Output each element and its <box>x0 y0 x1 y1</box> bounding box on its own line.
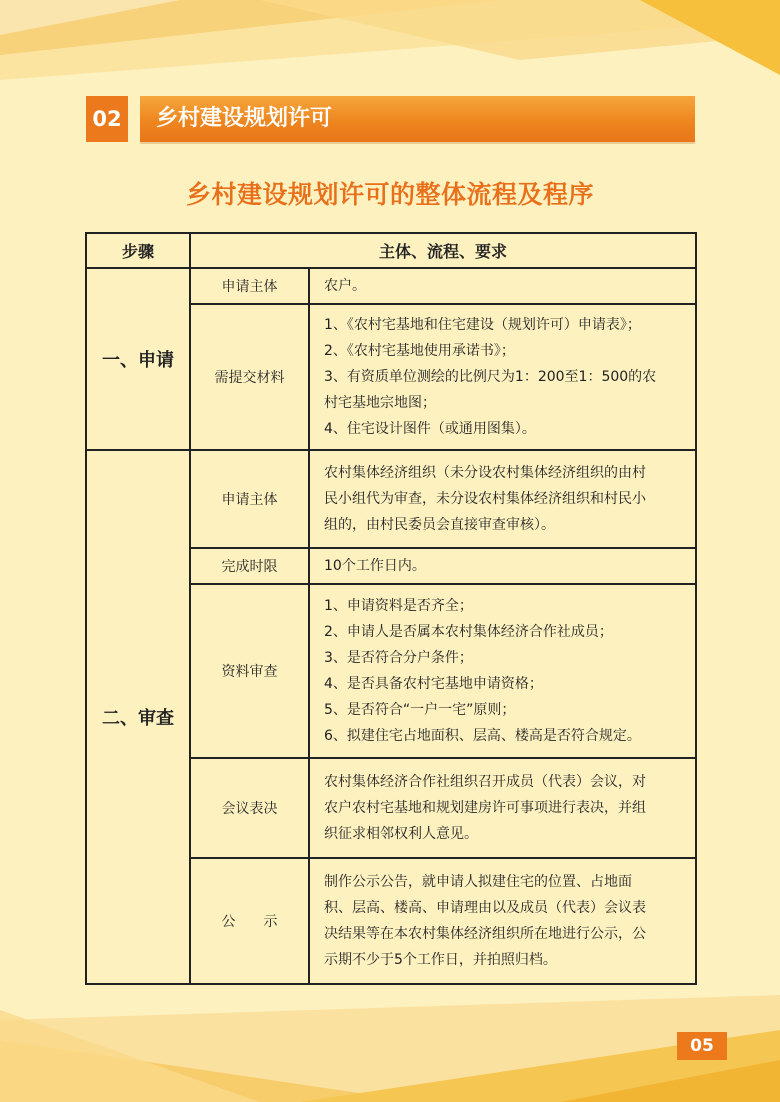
step-apply: 一、申请 <box>86 268 190 450</box>
page-number: 05 <box>677 1032 727 1060</box>
row-content: 1、《农村宅基地和住宅建设（规划许可）申请表》； 2、《农村宅基地使用承诺书》； 3、有资质单位测绘的比例尺为1：200至1：500的农 村宅基地宗地图； 4、住宅设计图件（或通用图集）。 <box>309 304 696 450</box>
table-header-row <box>86 233 696 268</box>
row-content: 10个工作日内。 <box>309 548 696 584</box>
row-label: 会议表决 <box>190 758 309 858</box>
row-content: 1、申请资料是否齐全； 2、申请人是否属本农村集体经济合作社成员； 3、是否符合分户条件； 4、是否具备农村宅基地申请资格； 5、是否符合“一户一宅”原则； 6、拟建住宅占地面积、层高、楼高是否符合规定。 <box>309 584 696 758</box>
header-step: 步骤 <box>86 233 190 268</box>
row-label: 申请主体 <box>190 268 309 304</box>
row-label: 申请主体 <box>190 450 309 548</box>
row-content: 农村集体经济组织（未分设农村集体经济组织的由村 民小组代为审查，未分设农村集体经济组织和村民小 组的，由村民委员会直接审查审核）。 <box>309 450 696 548</box>
section-number: 02 <box>86 96 128 142</box>
table-row <box>86 268 696 304</box>
page-title: 乡村建设规划许可的整体流程及程序 <box>185 180 594 209</box>
row-content: 农户。 <box>309 268 696 304</box>
table-row <box>86 450 696 548</box>
process-table <box>85 232 697 985</box>
row-label: 公 示 <box>190 858 309 984</box>
row-label: 需提交材料 <box>190 304 309 450</box>
step-review: 二、审查 <box>86 450 190 984</box>
row-label: 完成时限 <box>190 548 309 584</box>
header-content: 主体、流程、要求 <box>190 233 696 268</box>
row-label: 资料审查 <box>190 584 309 758</box>
row-content: 制作公示公告，就申请人拟建住宅的位置、占地面 积、层高、楼高、申请理由以及成员（代表）会议表 决结果等在本农村集体经济组织所在地进行公示，公 示期不少于5个工作日，并拍照归档。 <box>309 858 696 984</box>
section-title: 乡村建设规划许可 <box>140 96 695 142</box>
row-content: 农村集体经济合作社组织召开成员（代表）会议，对 农户农村宅基地和规划建房许可事项进行表决，并组 织征求相邻权利人意见。 <box>309 758 696 858</box>
